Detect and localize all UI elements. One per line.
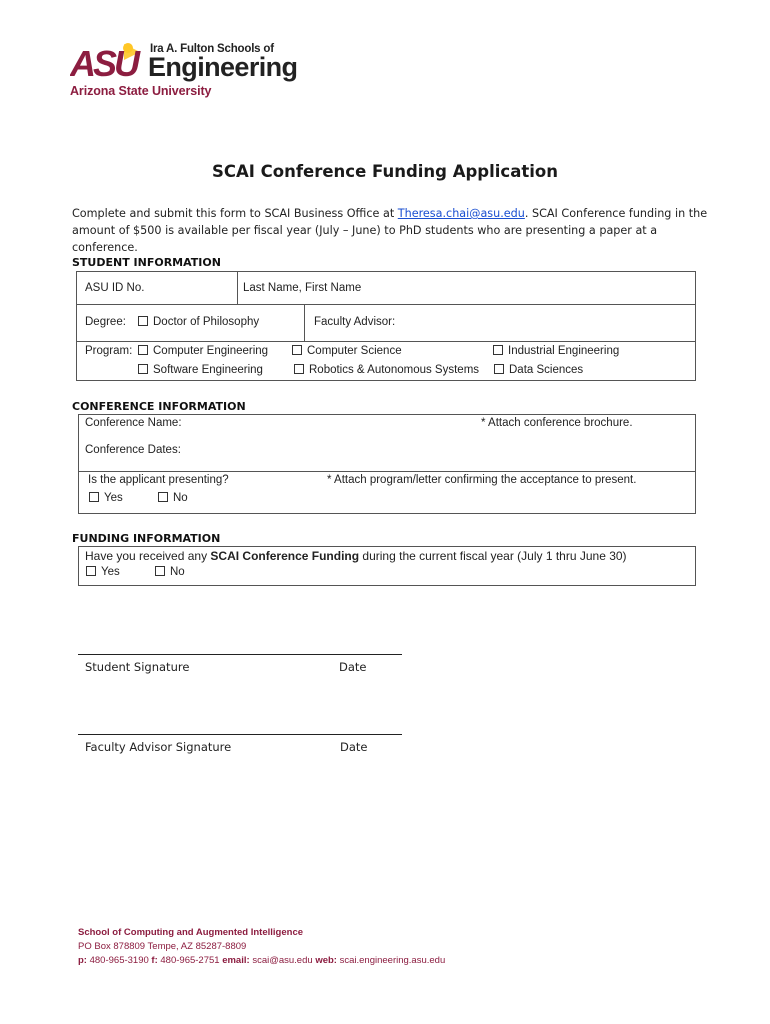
presenting-question: Is the applicant presenting? [88, 474, 229, 486]
program-option-label: Robotics & Autonomous Systems [309, 364, 480, 376]
footer-school-text: School of Computing and Augmented Intelligence [78, 927, 304, 938]
program-computer-engineering-checkbox[interactable] [138, 345, 268, 357]
checkbox-icon[interactable] [294, 364, 304, 374]
footer-fax: 480-965-2751 [160, 955, 220, 966]
asu-id-field[interactable]: ASU ID No. [85, 282, 145, 294]
footer-fax-label: f: [151, 955, 158, 966]
footer-email-label: email: [222, 955, 250, 966]
business-office-email-link[interactable]: Theresa.chai@asu.edu [397, 207, 525, 220]
footer-school-name [78, 927, 303, 938]
program-data-sciences-checkbox[interactable] [494, 364, 583, 376]
funding-question-start: Have you received any [85, 549, 211, 563]
funding-no-checkbox[interactable] [155, 566, 185, 578]
footer-phone: 480-965-3190 [89, 955, 149, 966]
footer-email-link[interactable]: scai@asu.edu [252, 955, 313, 966]
student-name-field[interactable]: Last Name, First Name [243, 282, 362, 294]
presenting-no-checkbox[interactable] [158, 492, 188, 504]
program-option-label: Computer Engineering [153, 345, 269, 357]
student-signature-line[interactable] [78, 654, 402, 655]
footer-address: PO Box 878809 Tempe, AZ 85287-8809 [78, 941, 247, 952]
checkbox-icon[interactable] [155, 566, 165, 576]
acceptance-note: * Attach program/letter confirming the acceptance to present. [327, 474, 637, 486]
degree-label: Degree: [85, 316, 126, 328]
footer-contact [78, 955, 445, 966]
conference-section-heading: CONFERENCE INFORMATION [72, 400, 246, 413]
program-robotics-checkbox[interactable] [294, 364, 479, 376]
yes-label: Yes [101, 566, 120, 578]
program-option-label: Software Engineering [153, 364, 263, 376]
no-label: No [170, 566, 185, 578]
program-software-engineering-checkbox[interactable] [138, 364, 263, 376]
checkbox-icon[interactable] [292, 345, 302, 355]
degree-option-label: Doctor of Philosophy [153, 316, 260, 328]
funding-section-heading: FUNDING INFORMATION [72, 532, 221, 545]
checkbox-icon[interactable] [86, 566, 96, 576]
program-option-label: Computer Science [307, 345, 402, 357]
logo-school-text: Ira A. Fulton Schools of [150, 43, 274, 55]
divider [77, 304, 695, 305]
program-industrial-engineering-checkbox[interactable] [493, 345, 619, 357]
checkbox-icon[interactable] [138, 345, 148, 355]
asu-logo-mark-icon [70, 42, 148, 82]
no-label: No [173, 492, 188, 504]
checkbox-icon[interactable] [138, 316, 148, 326]
conference-name-field[interactable]: Conference Name: [85, 417, 182, 429]
funding-question [85, 549, 627, 563]
student-date-label: Date [339, 660, 367, 674]
student-section-heading: STUDENT INFORMATION [72, 256, 221, 269]
asu-engineering-logo [70, 42, 298, 100]
divider [79, 471, 695, 472]
footer-phone-label: p: [78, 955, 87, 966]
presenting-yes-checkbox[interactable] [89, 492, 123, 504]
checkbox-icon[interactable] [138, 364, 148, 374]
checkbox-icon[interactable] [89, 492, 99, 502]
brochure-note: * Attach conference brochure. [481, 417, 633, 429]
logo-university-text: Arizona State University [70, 84, 212, 98]
program-option-label: Industrial Engineering [508, 345, 620, 357]
footer-web-link[interactable]: scai.engineering.asu.edu [339, 955, 446, 966]
intro-text-start: Complete and submit this form to SCAI Business Office at [72, 207, 398, 220]
intro-text-end: . SCAI Conference funding in the amount of $500 is available per fiscal year (July – June) to PhD students who are presenting a paper at a conference. [72, 207, 708, 254]
program-label: Program: [85, 345, 133, 357]
intro-paragraph [72, 205, 712, 256]
program-option-label: Data Sciences [509, 364, 584, 376]
funding-question-end: during the current fiscal year (July 1 thru June 30) [359, 549, 627, 563]
logo-engineering-text: Engineering [148, 52, 298, 82]
funding-question-bold: SCAI Conference Funding [210, 549, 360, 563]
student-signature-label: Student Signature [85, 660, 190, 674]
page-title: SCAI Conference Funding Application [212, 162, 558, 181]
program-computer-science-checkbox[interactable] [292, 345, 402, 357]
yes-label: Yes [104, 492, 123, 504]
divider [237, 272, 238, 304]
footer-web-label: web: [315, 955, 337, 966]
divider [304, 304, 305, 341]
svg-text:ASU: ASU [70, 43, 138, 82]
advisor-signature-line[interactable] [78, 734, 402, 735]
advisor-date-label: Date [340, 740, 368, 754]
checkbox-icon[interactable] [494, 364, 504, 374]
checkbox-icon[interactable] [158, 492, 168, 502]
advisor-signature-label: Faculty Advisor Signature [85, 740, 232, 754]
degree-phd-checkbox[interactable] [138, 316, 259, 328]
faculty-advisor-field[interactable]: Faculty Advisor: [314, 316, 396, 328]
checkbox-icon[interactable] [493, 345, 503, 355]
conference-dates-field[interactable]: Conference Dates: [85, 444, 181, 456]
funding-yes-checkbox[interactable] [86, 566, 120, 578]
divider [77, 341, 695, 342]
